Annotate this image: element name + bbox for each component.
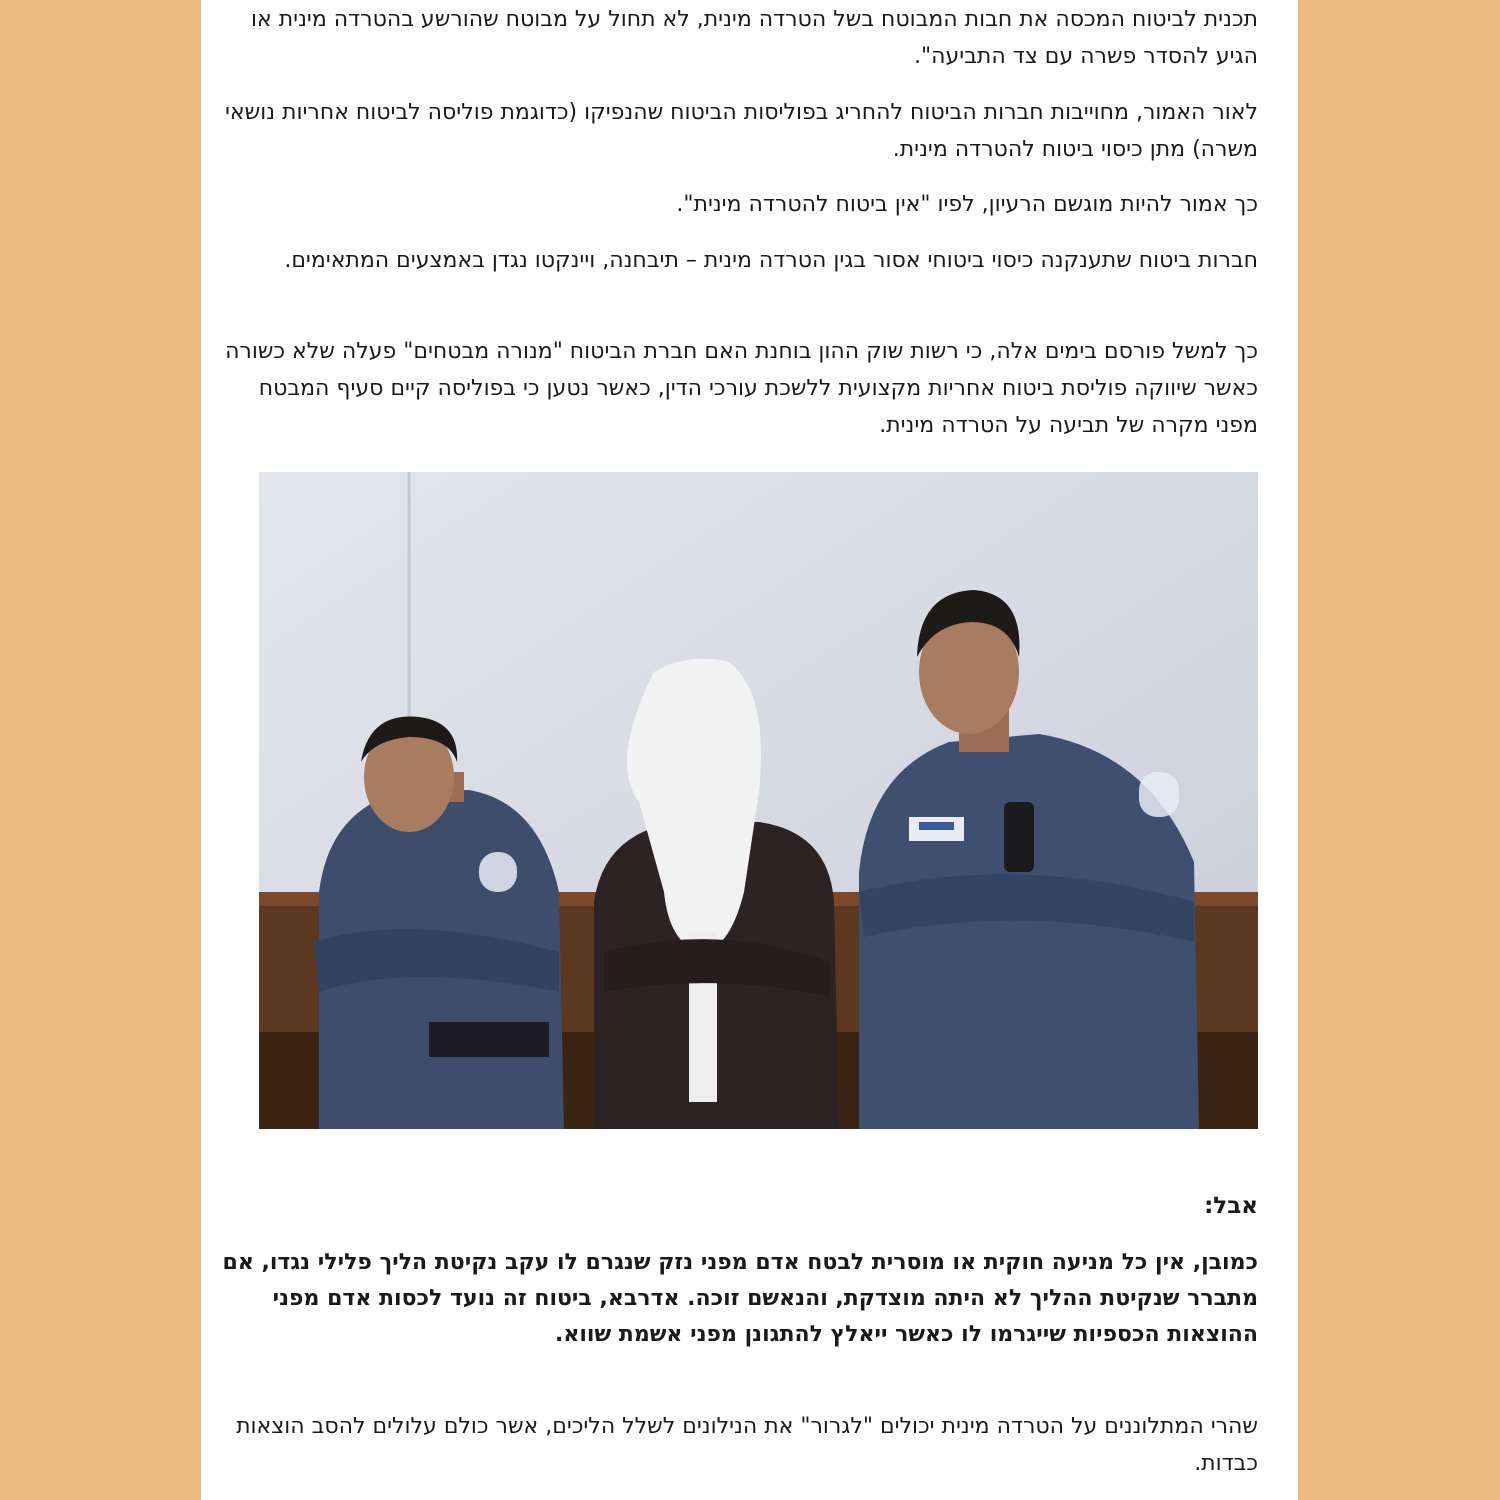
paragraph-2: לאור האמור, מחוייבות חברות הביטוח להחריג בפוליסות הביטוח שהנפיקו (כדוגמת פוליסה לביטוח אחריות נושאי משרה) מתן כיסוי ביטוח להטרדה מינית. — [225, 100, 1258, 162]
court-photo — [259, 472, 1258, 1129]
heading-but: אבל: — [1204, 1193, 1258, 1219]
bold-paragraph: כמובן, אין כל מניעה חוקית או מוסרית לבטח אדם מפני נזק שנגרם לו עקב נקיטת הליך פלילי נגדו, אם מתברר שנקיטת ההליך לא היתה מוצדקת, והנאשם זוכה. אדרבא, ביטוח זה נועד לכסות אדם מפני ההוצאות הכספיות שייגרמו לו כאשר ייאלץ להתגונן מפני אשמת שווא. — [222, 1250, 1258, 1347]
court-photo-illustration — [259, 472, 1258, 1129]
paragraph-1: תכנית לביטוח המכסה את חבות המבוטח בשל הטרדה מינית, לא תחול על מבוטח שהורשע בהטרדה מינית או הגיע להסדר פשרה עם צד התביעה". — [251, 7, 1258, 69]
paragraph-3: כך אמור להיות מוגשם הרעיון, לפיו "אין ביטוח להטרדה מינית". — [676, 192, 1258, 217]
paragraph-5: כך למשל פורסם בימים אלה, כי רשות שוק ההון בוחנת האם חברת הביטוח "מנורה מבטחים" פעלה שלא כשורה כאשר שיווקה פוליסת ביטוח אחריות מקצועית ללשכת עורכי הדין, כאשר נטען כי בפוליסה קיים סעיף המבטח מפני מקרה של תביעה על הטרדה מינית. — [225, 339, 1258, 438]
paragraph-4: חברות ביטוח שתענקנה כיסוי ביטוחי אסור בגין הטרדה מינית – תיבחנה, ויינקטו נגדן באמצעים המתאימים. — [284, 248, 1258, 273]
document-page — [201, 0, 1298, 1500]
last-paragraph: שהרי המתלוננים על הטרדה מינית יכולים "לגרור" את הנילונים לשלל הליכים, אשר כולם עלולים להסב הוצאות כבדות. — [236, 1414, 1258, 1476]
